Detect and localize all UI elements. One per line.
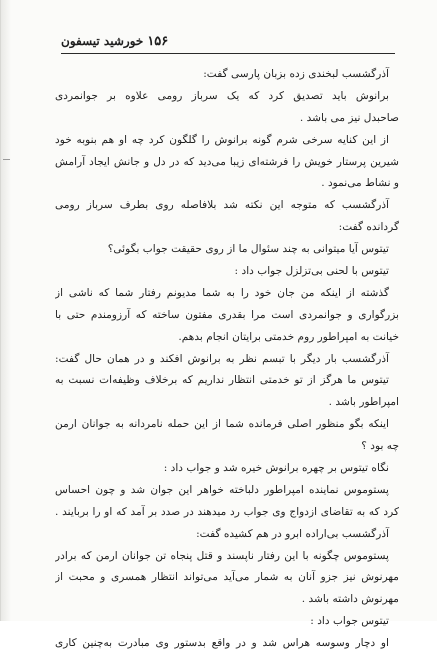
text-line: پستوموس چگونه با این رفتار ناپسند و قتل پنجاه تن جوانان ارمن که برادر	[55, 549, 389, 562]
text-line: مهرنوش نیز جزو آنان به شمار می‌آید می‌تواند انتظار همسری و محبت از	[55, 571, 399, 584]
text-line: تیتوس با لحنی بی‌تزلزل جواب داد :	[234, 265, 389, 278]
text-line: آذرگشسب بار دیگر با تبسم نظر به برانوش افکند و در همان حال گفت:	[55, 352, 389, 365]
text-line: اینکه بگو منظور اصلی فرمانده شما از این حمله نامردانه به جوانان ارمن	[55, 418, 389, 431]
text-line: صاحبدل نیز می باشد .	[299, 111, 399, 124]
text-line: امپراطور باشد .	[328, 396, 399, 409]
text-line: او دچار وسوسه هراس شد و در واقع بدستور وی مبادرت به‌چنین کاری	[55, 637, 389, 650]
text-line: تیتوس جواب داد :	[310, 615, 389, 628]
text-line: چه بود ؟	[361, 440, 399, 453]
text-line: گردانده گفت:	[338, 221, 399, 234]
running-title: خورشید تیسفون	[61, 34, 144, 48]
text-line: خیانت به امپراطور روم خدمتی برایتان انجام بدهم.	[178, 330, 399, 343]
page-number: ۱۵۶	[147, 34, 169, 49]
text-line: گذشته از اینکه من جان خود را به شما مدیونم رفتار شما که ناشی از	[55, 286, 389, 299]
page-gutter-shadow	[1, 0, 11, 621]
text-line: مهرنوش داشته باشد .	[301, 593, 399, 606]
text-line: آذرگشسب بی‌اراده ابرو در هم کشیده گفت:	[196, 527, 389, 540]
page-header	[61, 34, 395, 54]
text-line: نگاه تیتوس بر چهره برانوش خیره شد و جواب داد :	[163, 462, 389, 475]
text-line: کرد که به تقاضای ازدواج وی جواب رد میدهند در صدد بر آمد که او را بربایند .	[55, 505, 399, 518]
text-line: تیتوس ما هرگز از تو خدمتی انتظار نداریم که برخلاف وظیفه‌ات نسبت به	[55, 374, 389, 387]
text-line: آذرگشسب لبخندی زده بزبان پارسی گفت:	[203, 68, 389, 80]
text-line: و نشاط می‌نمود .	[321, 177, 399, 190]
text-line: برانوش باید تصدیق کرد که یک سرباز رومی علاوه بر جوانمردی	[55, 89, 389, 102]
text-line: از این کنایه سرخی شرم گونه برانوش را گلگون کرد چه او هم بنوبه خود	[55, 133, 389, 146]
margin-mark	[3, 159, 10, 160]
body-text	[55, 64, 399, 655]
text-line: تیتوس آیا میتوانی به چند سئوال ما از روی حقیقت جواب بگوئی؟	[107, 243, 389, 256]
text-line: پستوموس نماینده امپراطور دلباخته خواهر این جوان شد و چون احساس	[55, 483, 389, 496]
text-line: بزرگواری و جوانمردی است مرا بقدری مفتون ساخته که آرزومندم حتی با	[55, 308, 399, 321]
text-line: شیرین پرستار خویش را فرشته‌ای زیبا می‌دید که در دل و جانش ایجاد آرامش	[55, 155, 399, 168]
text-line: آذرگشسب که متوجه این نکته شد بلافاصله روی بطرف سرباز رومی	[55, 199, 389, 212]
